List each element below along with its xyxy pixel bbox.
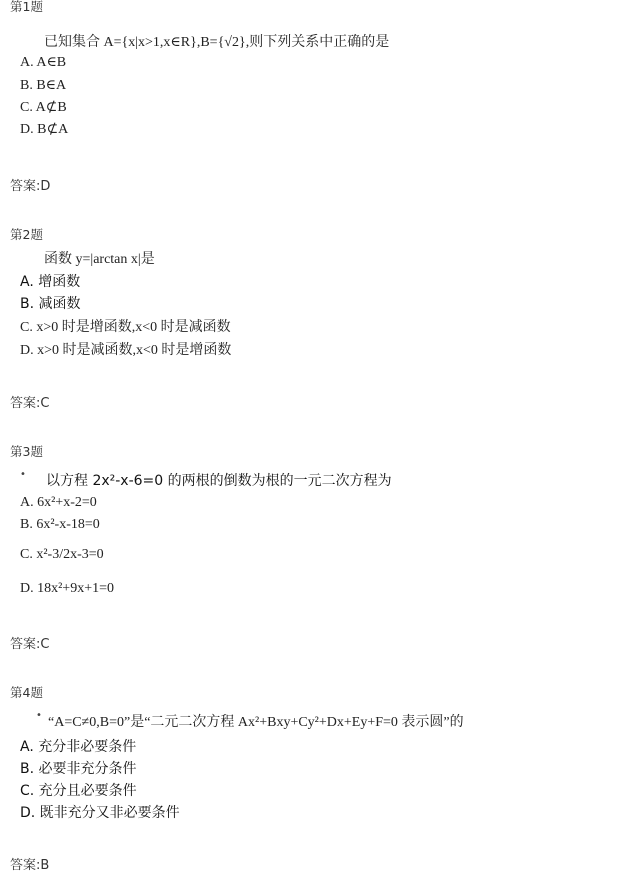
- question-4-stem: “A=C≠0,B=0”是“二元二次方程 Ax²+Bxy+Cy²+Dx+Ey+F=0 表示圆”的: [48, 715, 464, 730]
- question-4-option-b: B. 必要非充分条件: [20, 761, 137, 777]
- question-3-option-c: C. x²-3/2x-3=0: [20, 547, 104, 562]
- question-1-option-c: C. A⊄B: [20, 100, 67, 115]
- question-3-option-a: A. 6x²+x-2=0: [20, 495, 97, 510]
- question-2-label: 第2题: [10, 227, 43, 242]
- question-3-label: 第3题: [10, 444, 43, 459]
- question-4-option-d: D. 既非充分又非必要条件: [20, 805, 180, 821]
- question-3-stem: 以方程 2x²-x-6=0 的两根的倒数为根的一元二次方程为: [46, 473, 392, 489]
- question-4-option-c: C. 充分且必要条件: [20, 783, 137, 799]
- question-3-option-b: B. 6x²-x-18=0: [20, 517, 100, 532]
- question-1-option-b: B. B∈A: [20, 78, 67, 93]
- question-2-option-a: A. 增函数: [20, 274, 81, 290]
- question-4-option-a: A. 充分非必要条件: [20, 739, 137, 755]
- question-2-stem: 函数 y=|arctan x|是: [44, 252, 155, 267]
- bullet-dot: •: [36, 710, 42, 721]
- question-2-option-c: C. x>0 时是增函数,x<0 时是减函数: [20, 320, 231, 335]
- question-3-answer: 答案:C: [10, 637, 50, 652]
- question-4-label: 第4题: [10, 685, 43, 700]
- question-2-answer: 答案:C: [10, 396, 50, 411]
- question-1-answer: 答案:D: [10, 179, 51, 194]
- question-4-answer: 答案:B: [10, 858, 50, 873]
- question-1-stem: 已知集合 A={x|x>1,x∈R},B={√2},则下列关系中正确的是: [44, 35, 390, 50]
- question-1-option-a: A. A∈B: [20, 55, 67, 70]
- bullet-dot: •: [20, 469, 26, 480]
- question-2-option-d: D. x>0 时是减函数,x<0 时是增函数: [20, 343, 232, 358]
- question-3-option-d: D. 18x²+9x+1=0: [20, 581, 114, 596]
- question-1-option-d: D. B⊄A: [20, 122, 69, 137]
- question-1-label: 第1题: [10, 0, 43, 14]
- question-2-option-b: B. 减函数: [20, 296, 81, 312]
